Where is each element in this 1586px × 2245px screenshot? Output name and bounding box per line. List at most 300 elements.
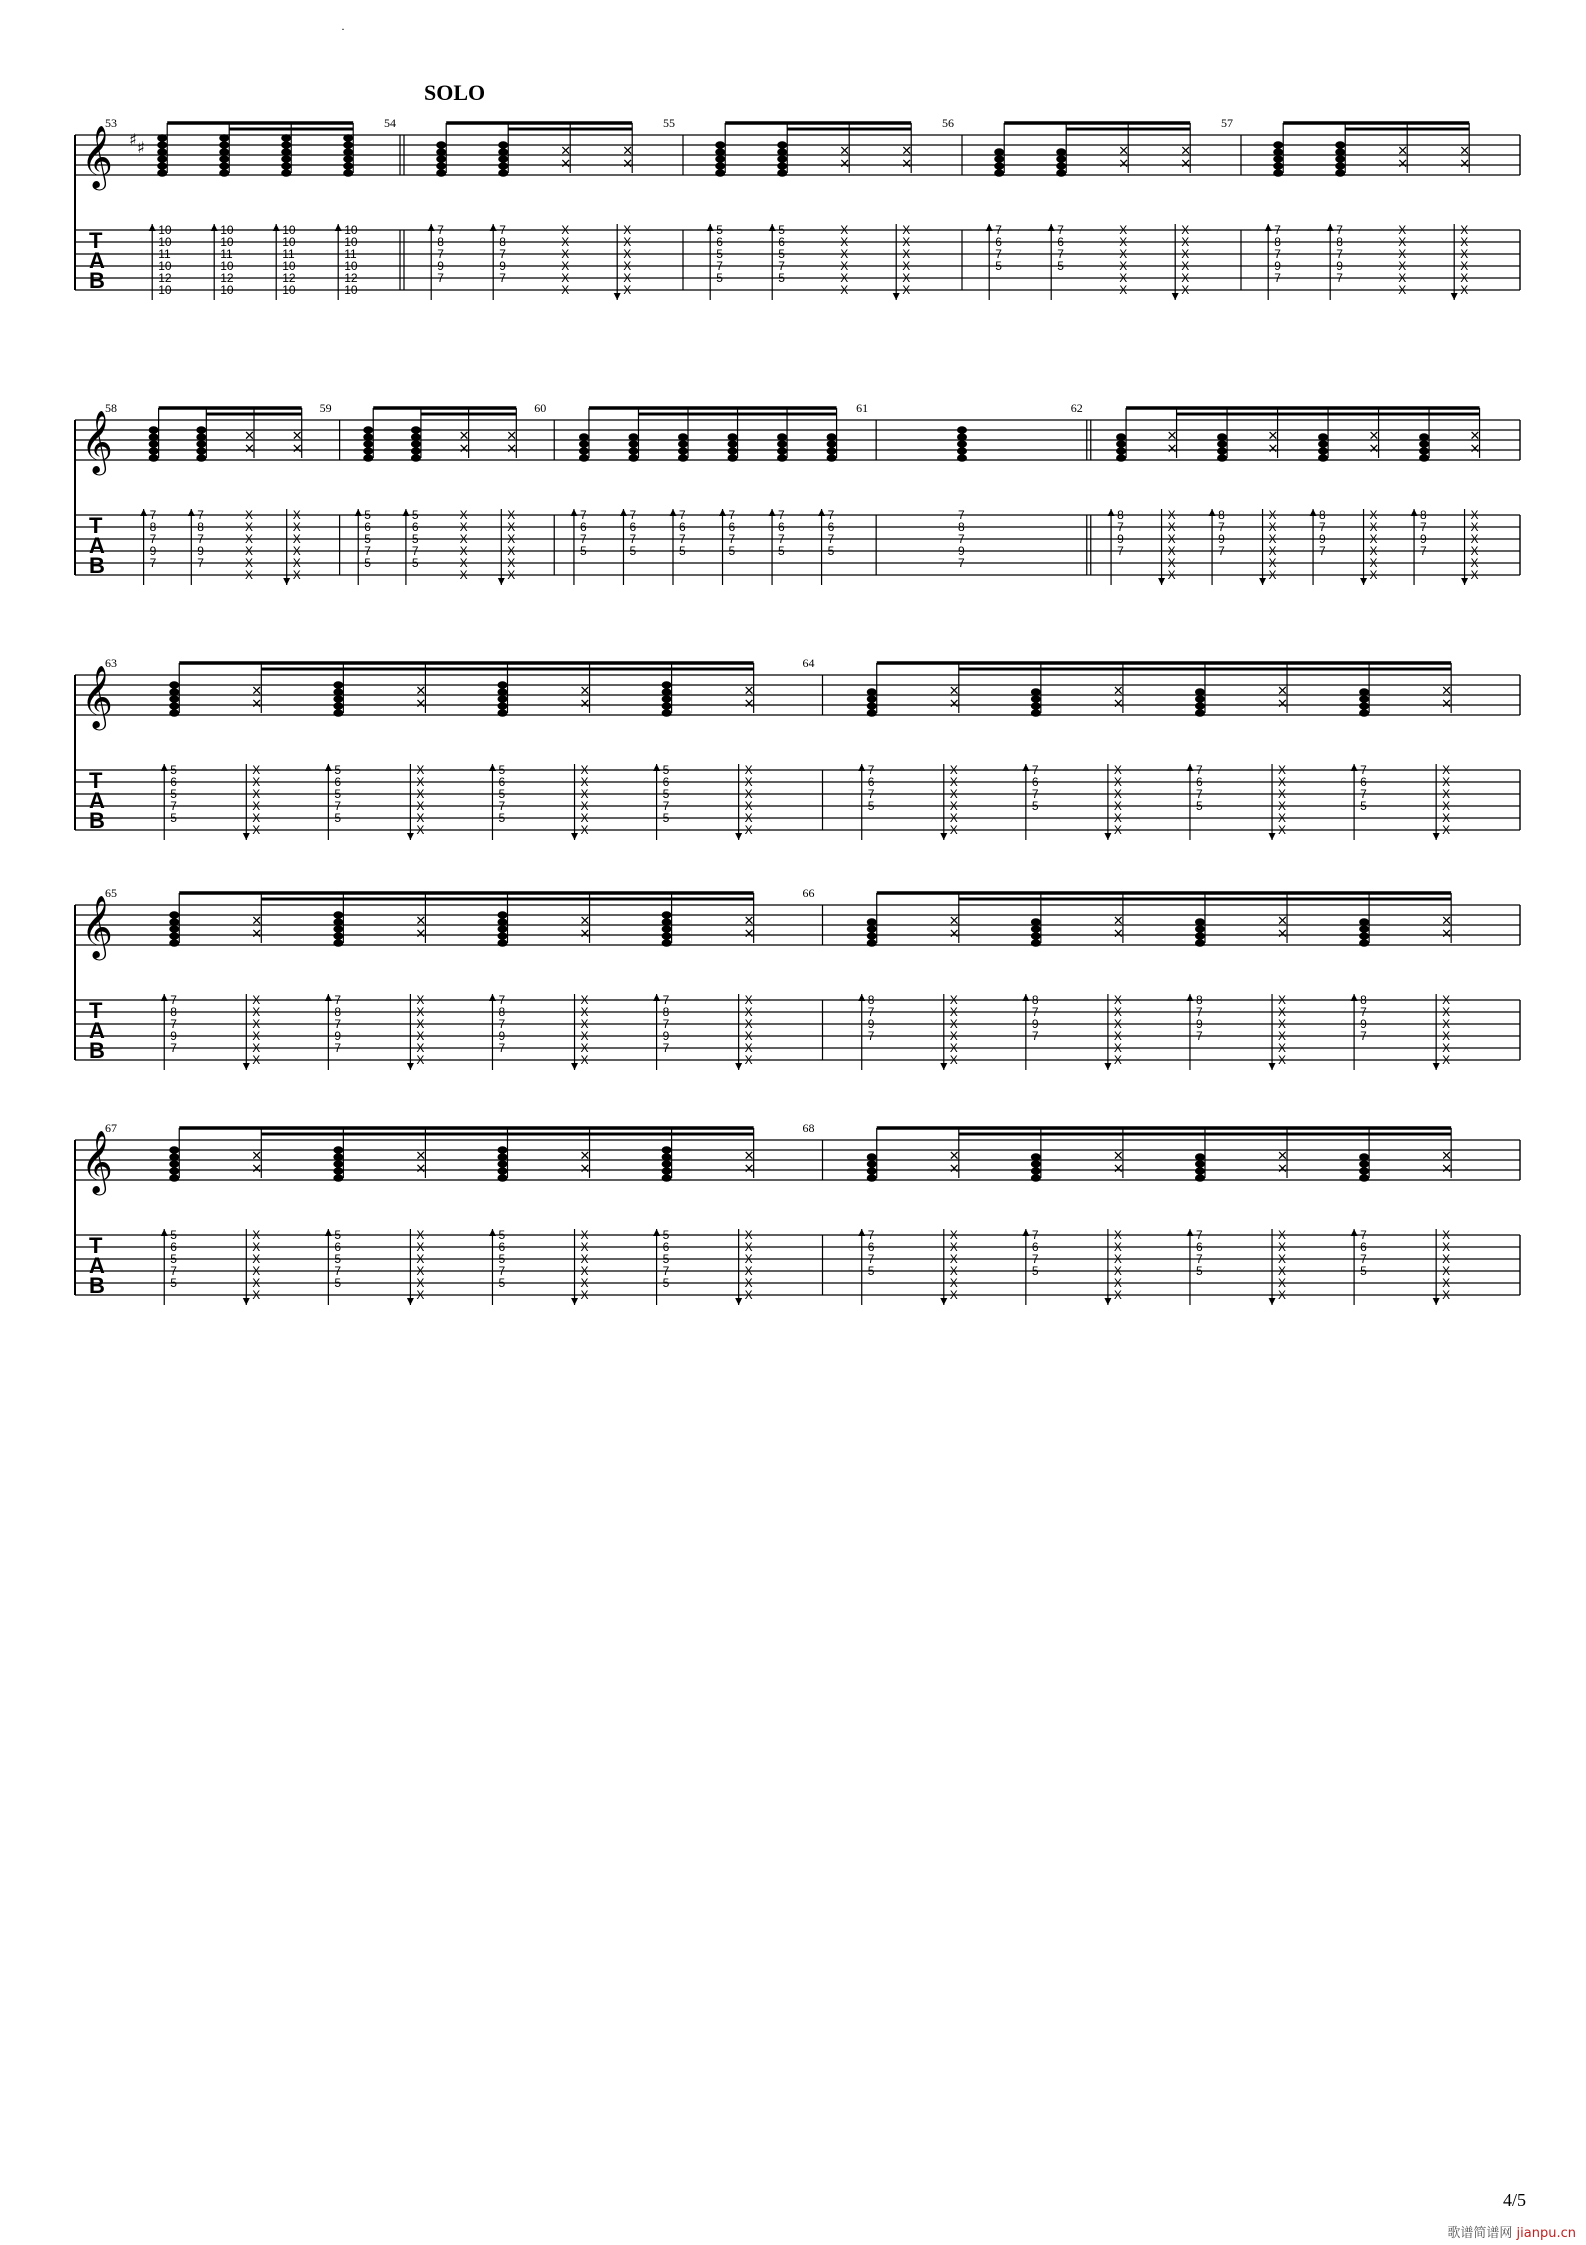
dead-note-icon: ✕ [1459, 157, 1471, 172]
notehead [157, 155, 167, 163]
strum-down-icon [407, 1063, 414, 1070]
tab-mute: X [580, 1252, 589, 1266]
notehead [1195, 688, 1205, 696]
tab-mute: X [1278, 1005, 1287, 1019]
dead-note-icon: ✕ [1368, 442, 1380, 457]
notehead [411, 426, 421, 434]
tab-fret: 5 [334, 811, 342, 825]
tab-mute: X [1181, 247, 1190, 261]
tab-fret: 7 [827, 532, 835, 546]
tab-mute: X [1369, 532, 1378, 546]
dead-note-icon: ✕ [251, 914, 263, 929]
notehead [1273, 162, 1283, 170]
tab-mute: X [252, 993, 261, 1007]
tab-fret: 10 [158, 259, 172, 273]
dead-note-icon: ✕ [1441, 927, 1453, 942]
notehead [1335, 148, 1345, 156]
treble-clef-icon: 𝄞 [81, 410, 113, 473]
tab-mute: X [1181, 223, 1190, 237]
notehead [777, 454, 787, 462]
notehead [1359, 1167, 1369, 1175]
tab-mute: X [252, 1276, 261, 1290]
dead-note-icon: ✕ [458, 442, 470, 457]
tab-mute: X [1278, 1252, 1287, 1266]
strum-up-icon [653, 994, 660, 1001]
top-mark: · [341, 22, 345, 36]
tab-fret: 7 [364, 544, 371, 558]
dead-note-icon: ✕ [622, 144, 634, 159]
tab-fret: 7 [1195, 763, 1203, 777]
notehead [497, 932, 507, 940]
dead-note-icon: ✕ [1277, 697, 1288, 712]
tab-mute: X [1369, 568, 1378, 582]
dead-note-icon: ✕ [948, 684, 960, 699]
tab-fret: 12 [282, 271, 296, 285]
tab-clef-letter: A [89, 533, 105, 558]
tab-mute: X [1369, 544, 1378, 558]
notehead [1318, 433, 1328, 441]
tab-fret: 7 [958, 508, 965, 522]
tab-fret: 5 [170, 1228, 177, 1242]
dead-note-icon: ✕ [948, 914, 960, 929]
dead-note-icon: ✕ [1166, 442, 1178, 457]
tab-mute: X [949, 763, 958, 777]
tab-fret: 5 [778, 247, 785, 261]
tab-fret: 7 [334, 993, 342, 1007]
tab-mute: X [1369, 520, 1378, 534]
watermark-host: jianpu.cn [1516, 2226, 1576, 2241]
tab-mute: X [1113, 799, 1122, 813]
tab-mute: X [580, 787, 589, 801]
tab-fret: 7 [995, 247, 1002, 261]
system-notation [0, 885, 1586, 1115]
notehead [1419, 447, 1429, 455]
tab-mute: X [1398, 271, 1407, 285]
tab-mute: X [949, 993, 958, 1007]
tab-mute: X [580, 1053, 589, 1067]
tab-fret: 6 [334, 1240, 342, 1254]
notehead [678, 433, 688, 441]
tab-fret: 7 [334, 799, 342, 813]
tab-fret: 8 [1336, 235, 1343, 249]
notehead [497, 695, 507, 703]
notehead [1031, 925, 1041, 933]
tab-fret: 7 [778, 508, 785, 522]
tab-mute: X [840, 271, 849, 285]
notehead [411, 440, 421, 448]
tab-clef-letter: A [89, 788, 105, 813]
tab-mute: X [1119, 271, 1128, 285]
notehead [149, 447, 159, 455]
notehead [333, 1160, 343, 1168]
notehead [363, 426, 373, 434]
tab-fret: 5 [1195, 1264, 1203, 1278]
strum-down-icon [1269, 1063, 1276, 1070]
tab-mute: X [744, 1005, 753, 1019]
tab-mute: X [580, 1017, 589, 1031]
notehead [867, 932, 877, 940]
tab-fret: 7 [170, 1017, 177, 1031]
dead-note-icon: ✕ [506, 429, 518, 444]
tab-mute: X [1278, 1288, 1287, 1302]
system-notation [0, 1120, 1586, 1350]
tab-mute: X [580, 775, 589, 789]
measure [105, 886, 823, 1070]
tab-mute: X [949, 1264, 958, 1278]
tab-mute: X [744, 1240, 753, 1254]
notehead [1359, 709, 1369, 717]
tab-fret: 6 [778, 235, 785, 249]
tab-fret: 7 [1274, 223, 1281, 237]
tab-mute: X [949, 1288, 958, 1302]
tab-fret: 7 [498, 1017, 506, 1031]
tab-mute: X [623, 283, 632, 297]
tab-mute: X [416, 1053, 425, 1067]
tab-fret: 5 [662, 1276, 670, 1290]
tab-fret: 6 [170, 775, 177, 789]
notehead [1195, 918, 1205, 926]
dead-note-icon: ✕ [251, 927, 263, 942]
tab-clef-letter: B [89, 1038, 105, 1063]
strum-up-icon [325, 994, 332, 1001]
notehead [957, 440, 967, 448]
tab-fret: 7 [1360, 1252, 1367, 1266]
section-label: SOLO [424, 80, 486, 105]
dead-note-icon: ✕ [1441, 914, 1453, 929]
notehead [662, 702, 672, 710]
notehead [777, 447, 787, 455]
measure-number: 65 [105, 886, 117, 900]
notehead [219, 162, 229, 170]
tab-mute: X [1113, 811, 1122, 825]
tab-fret: 7 [1360, 1228, 1367, 1242]
notehead [436, 148, 446, 156]
tab-fret: 8 [1319, 508, 1326, 522]
tab-fret: 5 [498, 1252, 506, 1266]
tab-fret: 11 [220, 247, 233, 261]
notehead [196, 440, 206, 448]
tab-mute: X [416, 811, 425, 825]
strum-up-icon [489, 994, 496, 1001]
strum-down-icon [1104, 1063, 1111, 1070]
tab-fret: 6 [867, 1240, 875, 1254]
tab-mute: X [744, 823, 753, 837]
notehead [777, 169, 787, 177]
strum-up-icon [1022, 1229, 1029, 1236]
notehead [994, 155, 1004, 163]
measure-number: 68 [802, 1121, 815, 1135]
tab-fret: 5 [334, 763, 342, 777]
notehead [498, 169, 508, 177]
strum-down-icon [1104, 833, 1111, 840]
notehead [662, 688, 672, 696]
tab-mute: X [1442, 811, 1451, 825]
dead-note-icon: ✕ [1112, 697, 1124, 712]
notehead [662, 1146, 672, 1154]
tab-fret: 6 [1195, 775, 1203, 789]
strum-up-icon [1186, 1229, 1193, 1236]
strum-up-icon [149, 224, 156, 231]
tab-fret: 7 [1319, 520, 1326, 534]
dead-note-icon: ✕ [506, 442, 518, 457]
strum-up-icon [428, 224, 435, 231]
notehead [1195, 709, 1205, 717]
measure [384, 80, 683, 300]
strum-up-icon [670, 509, 677, 516]
notehead [1056, 155, 1066, 163]
strum-up-icon [1022, 764, 1029, 771]
tab-mute: X [949, 823, 958, 837]
tab-fret: 7 [499, 271, 506, 285]
notehead [579, 447, 589, 455]
tab-fret: 7 [958, 556, 965, 570]
tab-fret: 9 [1195, 1017, 1203, 1031]
tab-fret: 7 [778, 532, 785, 546]
notehead [169, 918, 179, 926]
tab-fret: 7 [1031, 1228, 1039, 1242]
tab-mute: X [245, 520, 254, 534]
notehead [1031, 1160, 1041, 1168]
strum-down-icon [940, 1063, 947, 1070]
sharp-icon: ♯ [137, 138, 145, 157]
tab-fret: 7 [679, 532, 686, 546]
measure [1221, 116, 1470, 300]
notehead [1031, 918, 1041, 926]
tab-mute: X [252, 1228, 261, 1242]
strum-up-icon [489, 764, 496, 771]
tab-fret: 7 [1195, 1252, 1203, 1266]
notehead [411, 454, 421, 462]
notehead [1195, 1174, 1205, 1182]
tab-mute: X [902, 247, 911, 261]
dead-note-icon: ✕ [1441, 1149, 1453, 1164]
dead-note-icon: ✕ [560, 144, 572, 159]
tab-mute: X [459, 520, 468, 534]
notehead [333, 688, 343, 696]
dead-note-icon: ✕ [1469, 442, 1481, 457]
tab-mute: X [245, 568, 254, 582]
notehead [628, 447, 638, 455]
tab-fret: 7 [662, 799, 670, 813]
tab-fret: 7 [867, 1005, 875, 1019]
tab-fret: 9 [499, 259, 506, 273]
dead-note-icon: ✕ [579, 684, 591, 699]
measure-number: 57 [1221, 116, 1233, 130]
notehead [827, 433, 837, 441]
tab-fret: 7 [662, 993, 670, 1007]
notehead [1031, 702, 1041, 710]
page-number: 4/5 [1502, 2190, 1526, 2210]
tab-mute: X [245, 508, 254, 522]
notehead [343, 155, 353, 163]
tab-mute: X [459, 532, 468, 546]
tab-mute: X [840, 283, 849, 297]
dead-note-icon: ✕ [291, 429, 303, 444]
tab-mute: X [1278, 1276, 1287, 1290]
tab-fret: 9 [498, 1029, 506, 1043]
tab-fret: 10 [344, 259, 358, 273]
tab-mute: X [1119, 247, 1128, 261]
notehead [1273, 155, 1283, 163]
tab-fret: 7 [197, 508, 204, 522]
watermark [1447, 2222, 1576, 2241]
tab-mute: X [1113, 787, 1122, 801]
tab-mute: X [840, 235, 849, 249]
tab-fret: 6 [629, 520, 637, 534]
tab-fret: 8 [1218, 508, 1225, 522]
notehead [1056, 148, 1066, 156]
tab-fret: 7 [170, 993, 177, 1007]
tab-mute: X [1167, 556, 1176, 570]
notehead [196, 433, 206, 441]
strum-up-icon [707, 224, 714, 231]
tab-mute: X [416, 1240, 425, 1254]
measure [105, 656, 823, 840]
dead-note-icon: ✕ [1441, 1162, 1453, 1177]
tab-fret: 8 [1117, 508, 1124, 522]
tab-mute: X [252, 823, 261, 837]
tab-fret: 7 [498, 799, 506, 813]
tab-fret: 8 [1031, 993, 1039, 1007]
tab-mute: X [949, 1005, 958, 1019]
tab-fret: 7 [1336, 223, 1343, 237]
notehead [497, 1160, 507, 1168]
tab-fret: 6 [498, 1240, 506, 1254]
tab-mute: X [416, 1288, 425, 1302]
strum-up-icon [858, 1229, 865, 1236]
tab-clef-letter: A [89, 248, 105, 273]
tab-fret: 6 [867, 775, 875, 789]
notehead [662, 918, 672, 926]
tab-mute: X [1398, 223, 1407, 237]
tab-mute: X [252, 1029, 261, 1043]
notehead [1359, 925, 1369, 933]
tab-fret: 7 [1218, 520, 1225, 534]
tab-mute: X [1113, 1053, 1122, 1067]
tab-fret: 5 [411, 532, 419, 546]
notehead [333, 695, 343, 703]
strum-up-icon [325, 764, 332, 771]
dead-note-icon: ✕ [251, 1162, 263, 1177]
dead-note-icon: ✕ [415, 684, 427, 699]
tab-mute: X [507, 520, 516, 534]
notehead [169, 932, 179, 940]
tab-mute: X [1113, 823, 1122, 837]
tab-mute: X [1398, 235, 1407, 249]
tab-clef-letter: T [89, 513, 103, 538]
tab-mute: X [252, 1240, 261, 1254]
tab-mute: X [1398, 247, 1407, 261]
tab-fret: 9 [1218, 532, 1225, 546]
dead-note-icon: ✕ [1277, 914, 1288, 929]
tab-fret: 7 [867, 787, 875, 801]
treble-clef-icon: 𝄞 [81, 895, 113, 958]
tab-fret: 8 [662, 1005, 670, 1019]
dead-note-icon: ✕ [1277, 1162, 1288, 1177]
strum-up-icon [325, 1229, 332, 1236]
tab-mute: X [949, 1228, 958, 1242]
notehead [1116, 440, 1126, 448]
notehead [1195, 1160, 1205, 1168]
notehead [219, 141, 229, 149]
tab-fret: 7 [662, 1017, 670, 1031]
dead-note-icon: ✕ [622, 157, 634, 172]
tab-fret: 7 [1195, 1029, 1203, 1043]
tab-mute: X [949, 1252, 958, 1266]
tab-mute: X [245, 556, 254, 570]
tab-fret: 5 [364, 508, 371, 522]
strum-down-icon [1158, 578, 1165, 585]
notehead [363, 433, 373, 441]
notehead [363, 440, 373, 448]
tab-fret: 5 [334, 1252, 342, 1266]
notehead [498, 155, 508, 163]
strum-down-icon [283, 578, 290, 585]
strum-down-icon [940, 833, 947, 840]
notehead [1359, 695, 1369, 703]
tab-fret: 5 [716, 247, 723, 261]
measure [803, 886, 1453, 1070]
tab-mute: X [416, 993, 425, 1007]
strum-up-icon [489, 1229, 496, 1236]
tab-fret: 5 [778, 544, 785, 558]
tab-mute: X [1442, 1288, 1451, 1302]
notehead [628, 454, 638, 462]
notehead [363, 454, 373, 462]
notehead [498, 141, 508, 149]
measure-number: 63 [105, 656, 117, 670]
tab-mute: X [1278, 823, 1287, 837]
tab-fret: 6 [1031, 1240, 1039, 1254]
tab-fret: 5 [1031, 799, 1039, 813]
notehead [1031, 1167, 1041, 1175]
measure [105, 116, 404, 300]
tab-fret: 10 [158, 223, 172, 237]
tab-mute: X [744, 1276, 753, 1290]
strum-up-icon [653, 1229, 660, 1236]
tab-mute: X [252, 799, 261, 813]
strum-down-icon [1269, 833, 1276, 840]
sharp-icon: ♯ [129, 130, 137, 149]
tab-mute: X [580, 811, 589, 825]
notehead [1335, 162, 1345, 170]
strum-up-icon [653, 764, 660, 771]
dead-note-icon: ✕ [1112, 914, 1124, 929]
dead-note-icon: ✕ [579, 914, 591, 929]
notehead [219, 169, 229, 177]
dead-note-icon: ✕ [1112, 1149, 1124, 1164]
tab-fret: 10 [220, 259, 234, 273]
tab-mute: X [623, 259, 632, 273]
notehead [281, 148, 291, 156]
notehead [169, 1160, 179, 1168]
tab-fret: 7 [1319, 544, 1326, 558]
notehead [715, 141, 725, 149]
dead-note-icon: ✕ [839, 157, 851, 172]
tab-fret: 5 [662, 787, 670, 801]
tab-mute: X [1119, 283, 1128, 297]
dead-note-icon: ✕ [244, 442, 255, 457]
dead-note-icon: ✕ [415, 1162, 427, 1177]
notehead [1359, 702, 1369, 710]
tab-fret: 8 [149, 520, 157, 534]
strum-up-icon [1411, 509, 1418, 516]
tab-mute: X [292, 544, 301, 558]
notehead [343, 134, 353, 142]
tab-mute: X [744, 1053, 753, 1067]
tab-fret: 7 [958, 532, 965, 546]
tab-clef-letter: T [89, 228, 103, 253]
